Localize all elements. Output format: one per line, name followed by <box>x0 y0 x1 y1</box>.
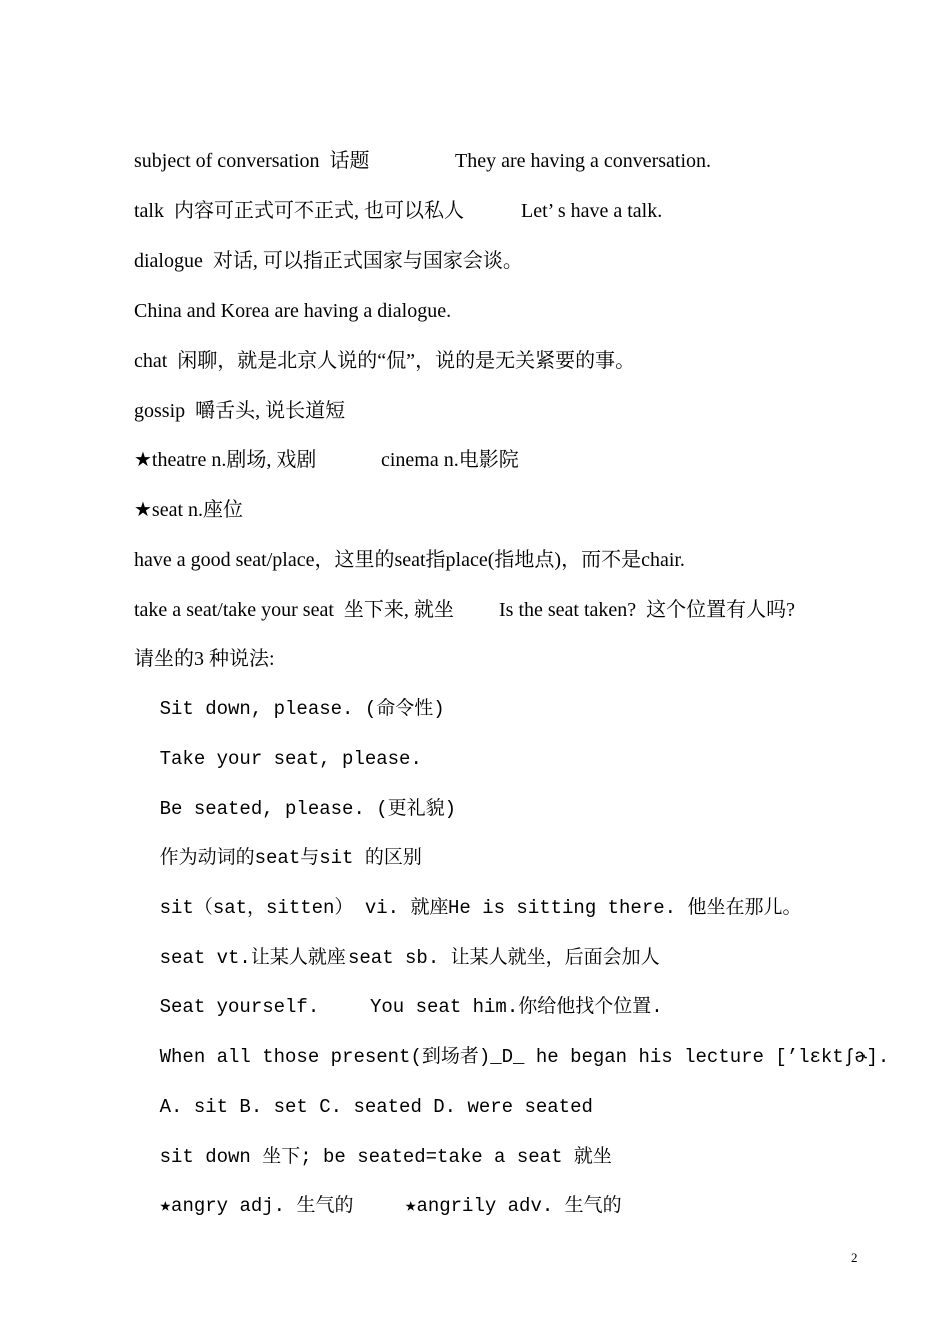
text-line-6 <box>114 372 346 422</box>
line-18-left: Seat yourself. <box>159 996 320 1018</box>
line-12-text: Sit down, please. (命令性) <box>159 698 445 720</box>
text-line-22 <box>114 1167 622 1217</box>
text-line-11 <box>114 620 275 670</box>
line-16-left: sit（sat，sitten） vi. 就座 <box>159 897 449 919</box>
text-line-15 <box>114 819 422 869</box>
line-3-text: dialogue 对话, 可以指正式国家与国家会谈。 <box>134 250 523 272</box>
text-line-19 <box>114 1018 890 1068</box>
text-line-12 <box>114 670 445 720</box>
line-20-text: A. sit B. set C. seated D. were seated <box>159 1096 593 1118</box>
text-line-18 <box>114 968 663 1018</box>
line-17-left: seat vt.让某人就座 <box>159 947 346 969</box>
line-21-text: sit down 坐下; be seated=take a seat 就坐 <box>159 1146 612 1168</box>
text-line-16 <box>114 869 802 919</box>
text-line-14 <box>114 770 457 820</box>
page-number: 2 <box>851 1250 858 1265</box>
text-line-3 <box>114 222 523 272</box>
line-19-text: When all those present(到场者)_D_ he began his lecture [’lɛktʃɚ]. <box>159 1046 890 1068</box>
line-13-text: Take your seat, please. <box>159 748 422 770</box>
text-line-4 <box>114 272 452 322</box>
line-22-left: ★angry adj. 生气的 <box>159 1195 354 1217</box>
line-10-left: take a seat/take your seat 坐下来, 就坐 <box>134 599 454 621</box>
line-18-right: You seat him.你给他找个位置. <box>370 996 663 1018</box>
line-17-right: seat sb. 让某人就坐，后面会加人 <box>348 947 660 969</box>
text-line-17 <box>114 919 660 969</box>
text-line-1 <box>114 122 712 172</box>
text-line-5 <box>114 322 636 372</box>
text-line-2 <box>114 172 663 222</box>
line-7-right: cinema n.电影院 <box>381 449 519 471</box>
text-line-7 <box>114 421 519 471</box>
line-15-text: 作为动词的seat与sit 的区别 <box>159 847 422 869</box>
line-2-right: Let’ s have a talk. <box>521 200 663 222</box>
line-1-right: They are having a conversation. <box>455 150 712 172</box>
text-line-21 <box>114 1118 612 1168</box>
line-10-right: Is the seat taken? 这个位置有人吗? <box>499 599 796 621</box>
text-line-13 <box>114 720 422 770</box>
line-1-left: subject of conversation 话题 <box>134 150 370 172</box>
line-6-text: gossip 嚼舌头, 说长道短 <box>134 400 346 422</box>
line-16-right: He is sitting there. 他坐在那儿。 <box>448 897 802 919</box>
text-line-10 <box>114 571 796 621</box>
text-line-8 <box>114 471 244 521</box>
text-line-20 <box>114 1068 593 1118</box>
line-7-left: ★theatre n.剧场, 戏剧 <box>134 449 317 471</box>
line-9-text: have a good seat/place，这里的seat指place(指地点)，而不是chair. <box>134 549 685 571</box>
line-11-text: 请坐的3 种说法: <box>134 648 275 670</box>
line-14-text: Be seated, please. (更礼貌) <box>159 798 457 820</box>
line-22-right: ★angrily adv. 生气的 <box>405 1195 622 1217</box>
line-4-text: China and Korea are having a dialogue. <box>134 300 452 322</box>
line-5-text: chat 闲聊，就是北京人说的“侃”，说的是无关紧要的事。 <box>134 350 636 372</box>
line-8-text: ★seat n.座位 <box>134 499 244 521</box>
line-2-left: talk 内容可正式可不正式, 也可以私人 <box>134 200 464 222</box>
text-line-9 <box>114 521 685 571</box>
